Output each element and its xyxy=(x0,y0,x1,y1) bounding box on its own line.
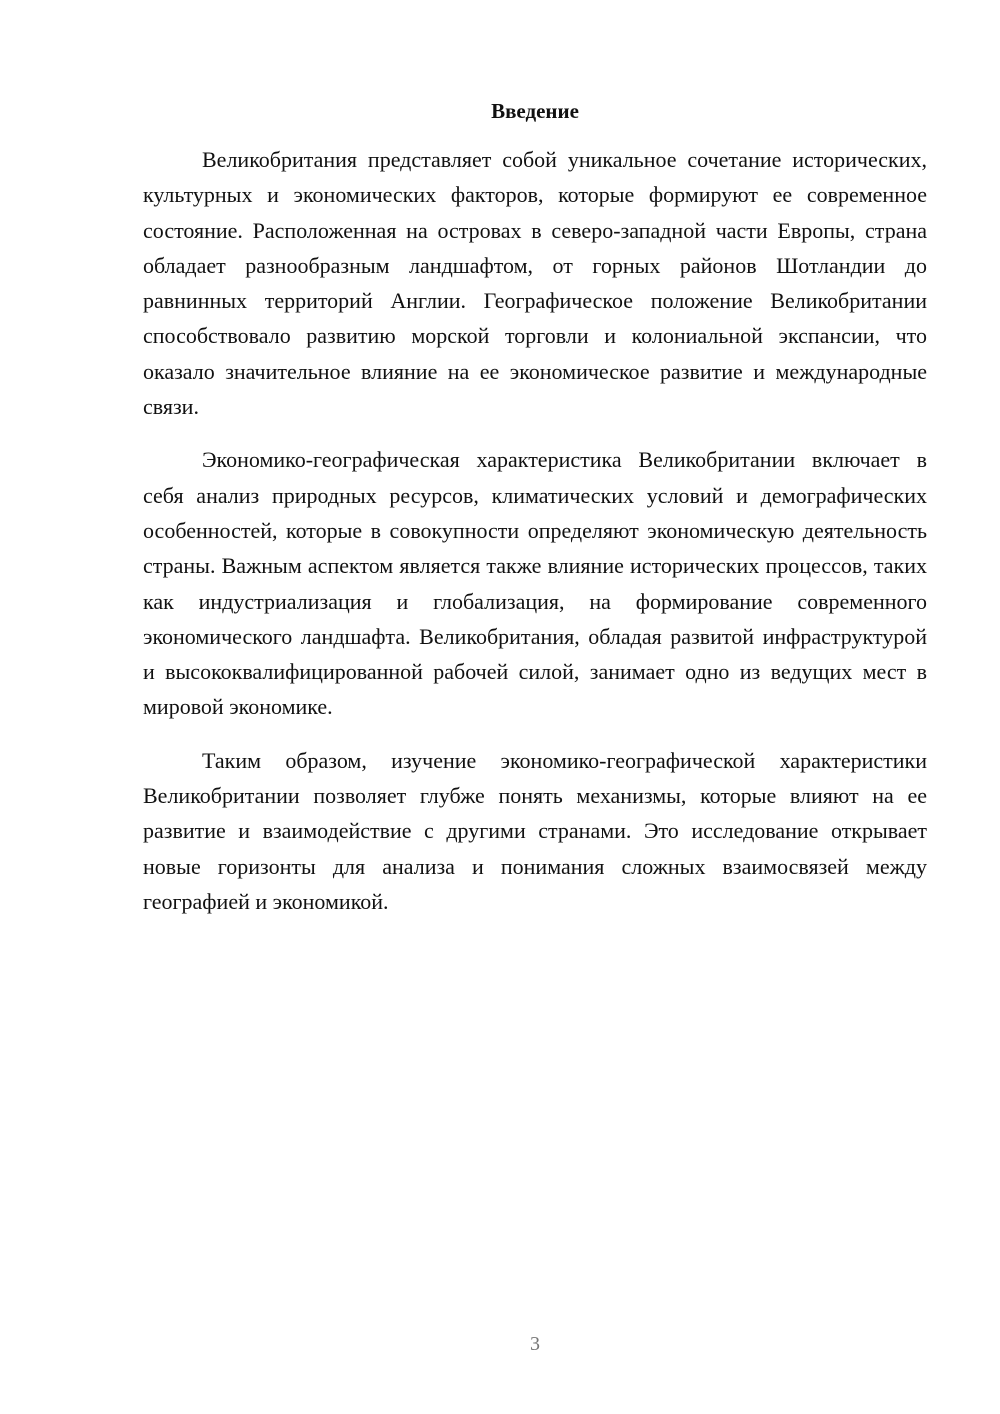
paragraph-intro: Великобритания представляет собой уникальное сочетание исторических, культурных и экономических факторов, которые формируют ее современное состояние. Расположенная на островах в северо-западной части Европы, страна обладает разнообразным ландшафтом, от горных районов Шотландии до равнинных территорий Англии. Географическое положение Великобритании способствовало развитию морской торговли и колониальной экспансии, что оказало значительное влияние на ее экономическое развитие и международные связи. xyxy=(143,147,927,420)
body-text xyxy=(143,142,927,937)
page-number: 3 xyxy=(530,1333,540,1355)
paragraph-conclusion: Таким образом, изучение экономико-географической характеристики Великобритании позволяет глубже понять механизмы, которые влияют на ее развитие и взаимодействие с другими странами. Это исследование открывает новые горизонты для анализа и понимания сложных взаимосвязей между географией и экономикой. xyxy=(143,747,927,914)
paragraph-characteristics: Экономико-географическая характеристика Великобритании включает в себя анализ природных ресурсов, климатических условий и демографических особенностей, которые в совокупности определяют экономическую деятельность страны. Важным аспектом является также влияние исторических процессов, таких как индустриализация и глобализация, на формирование современного экономического ландшафта. Великобритания, обладая развитой инфраструктурой и высококвалифицированной рабочей силой, занимает одно из ведущих мест в мировой экономике. xyxy=(143,447,927,720)
section-heading: Введение xyxy=(491,99,579,123)
